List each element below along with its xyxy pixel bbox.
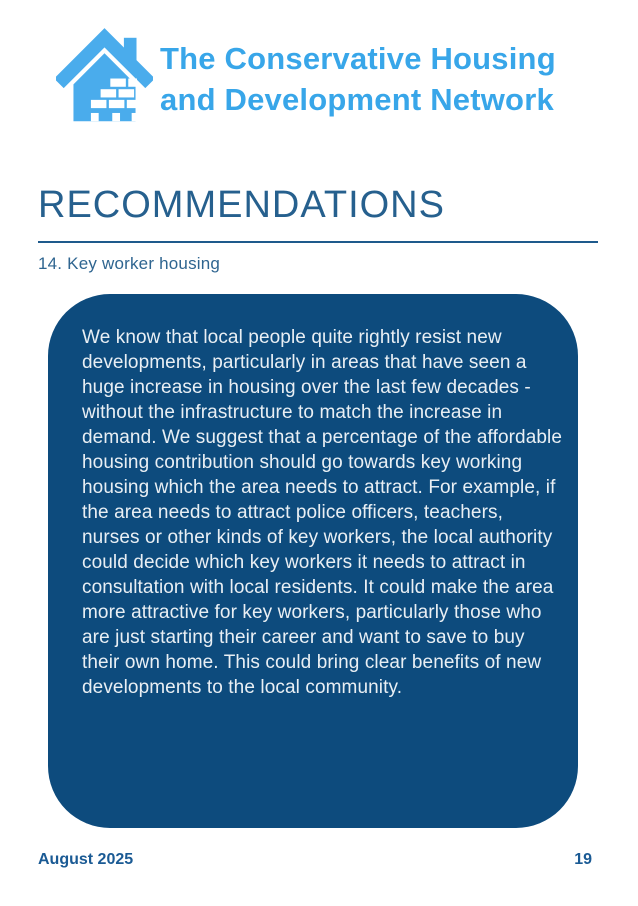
house-with-bricks-icon (56, 27, 153, 132)
recommendation-card (48, 294, 578, 828)
section-subtitle: 14. Key worker housing (38, 254, 221, 273)
section-heading: RECOMMENDATIONS (38, 184, 445, 226)
brand-title-line2: and Development Network (160, 82, 554, 117)
recommendation-body-text: We know that local people quite rightly resist new developments, particularly in areas that have seen a huge increase in housing over the last few decades - without the infrastructure to match the increase in demand. We suggest that a percentage of the affordable housing contribution should go towards key working housing which the area needs to attract. For example, if the area needs to attract police officers, teachers, nurses or other kinds of key workers, the local authority could decide which key workers it needs to attract in consultation with local residents. It could make the area more attractive for key workers, particularly those who are just starting their career and want to save to buy their own home. This could bring clear benefits of new developments to the local community. (82, 327, 563, 698)
footer-date: August 2025 (38, 851, 134, 868)
footer-page-number: 19 (574, 851, 592, 868)
brand-title-line1: The Conservative Housing (160, 41, 556, 76)
section-divider (38, 241, 598, 243)
brand-title (160, 38, 556, 120)
